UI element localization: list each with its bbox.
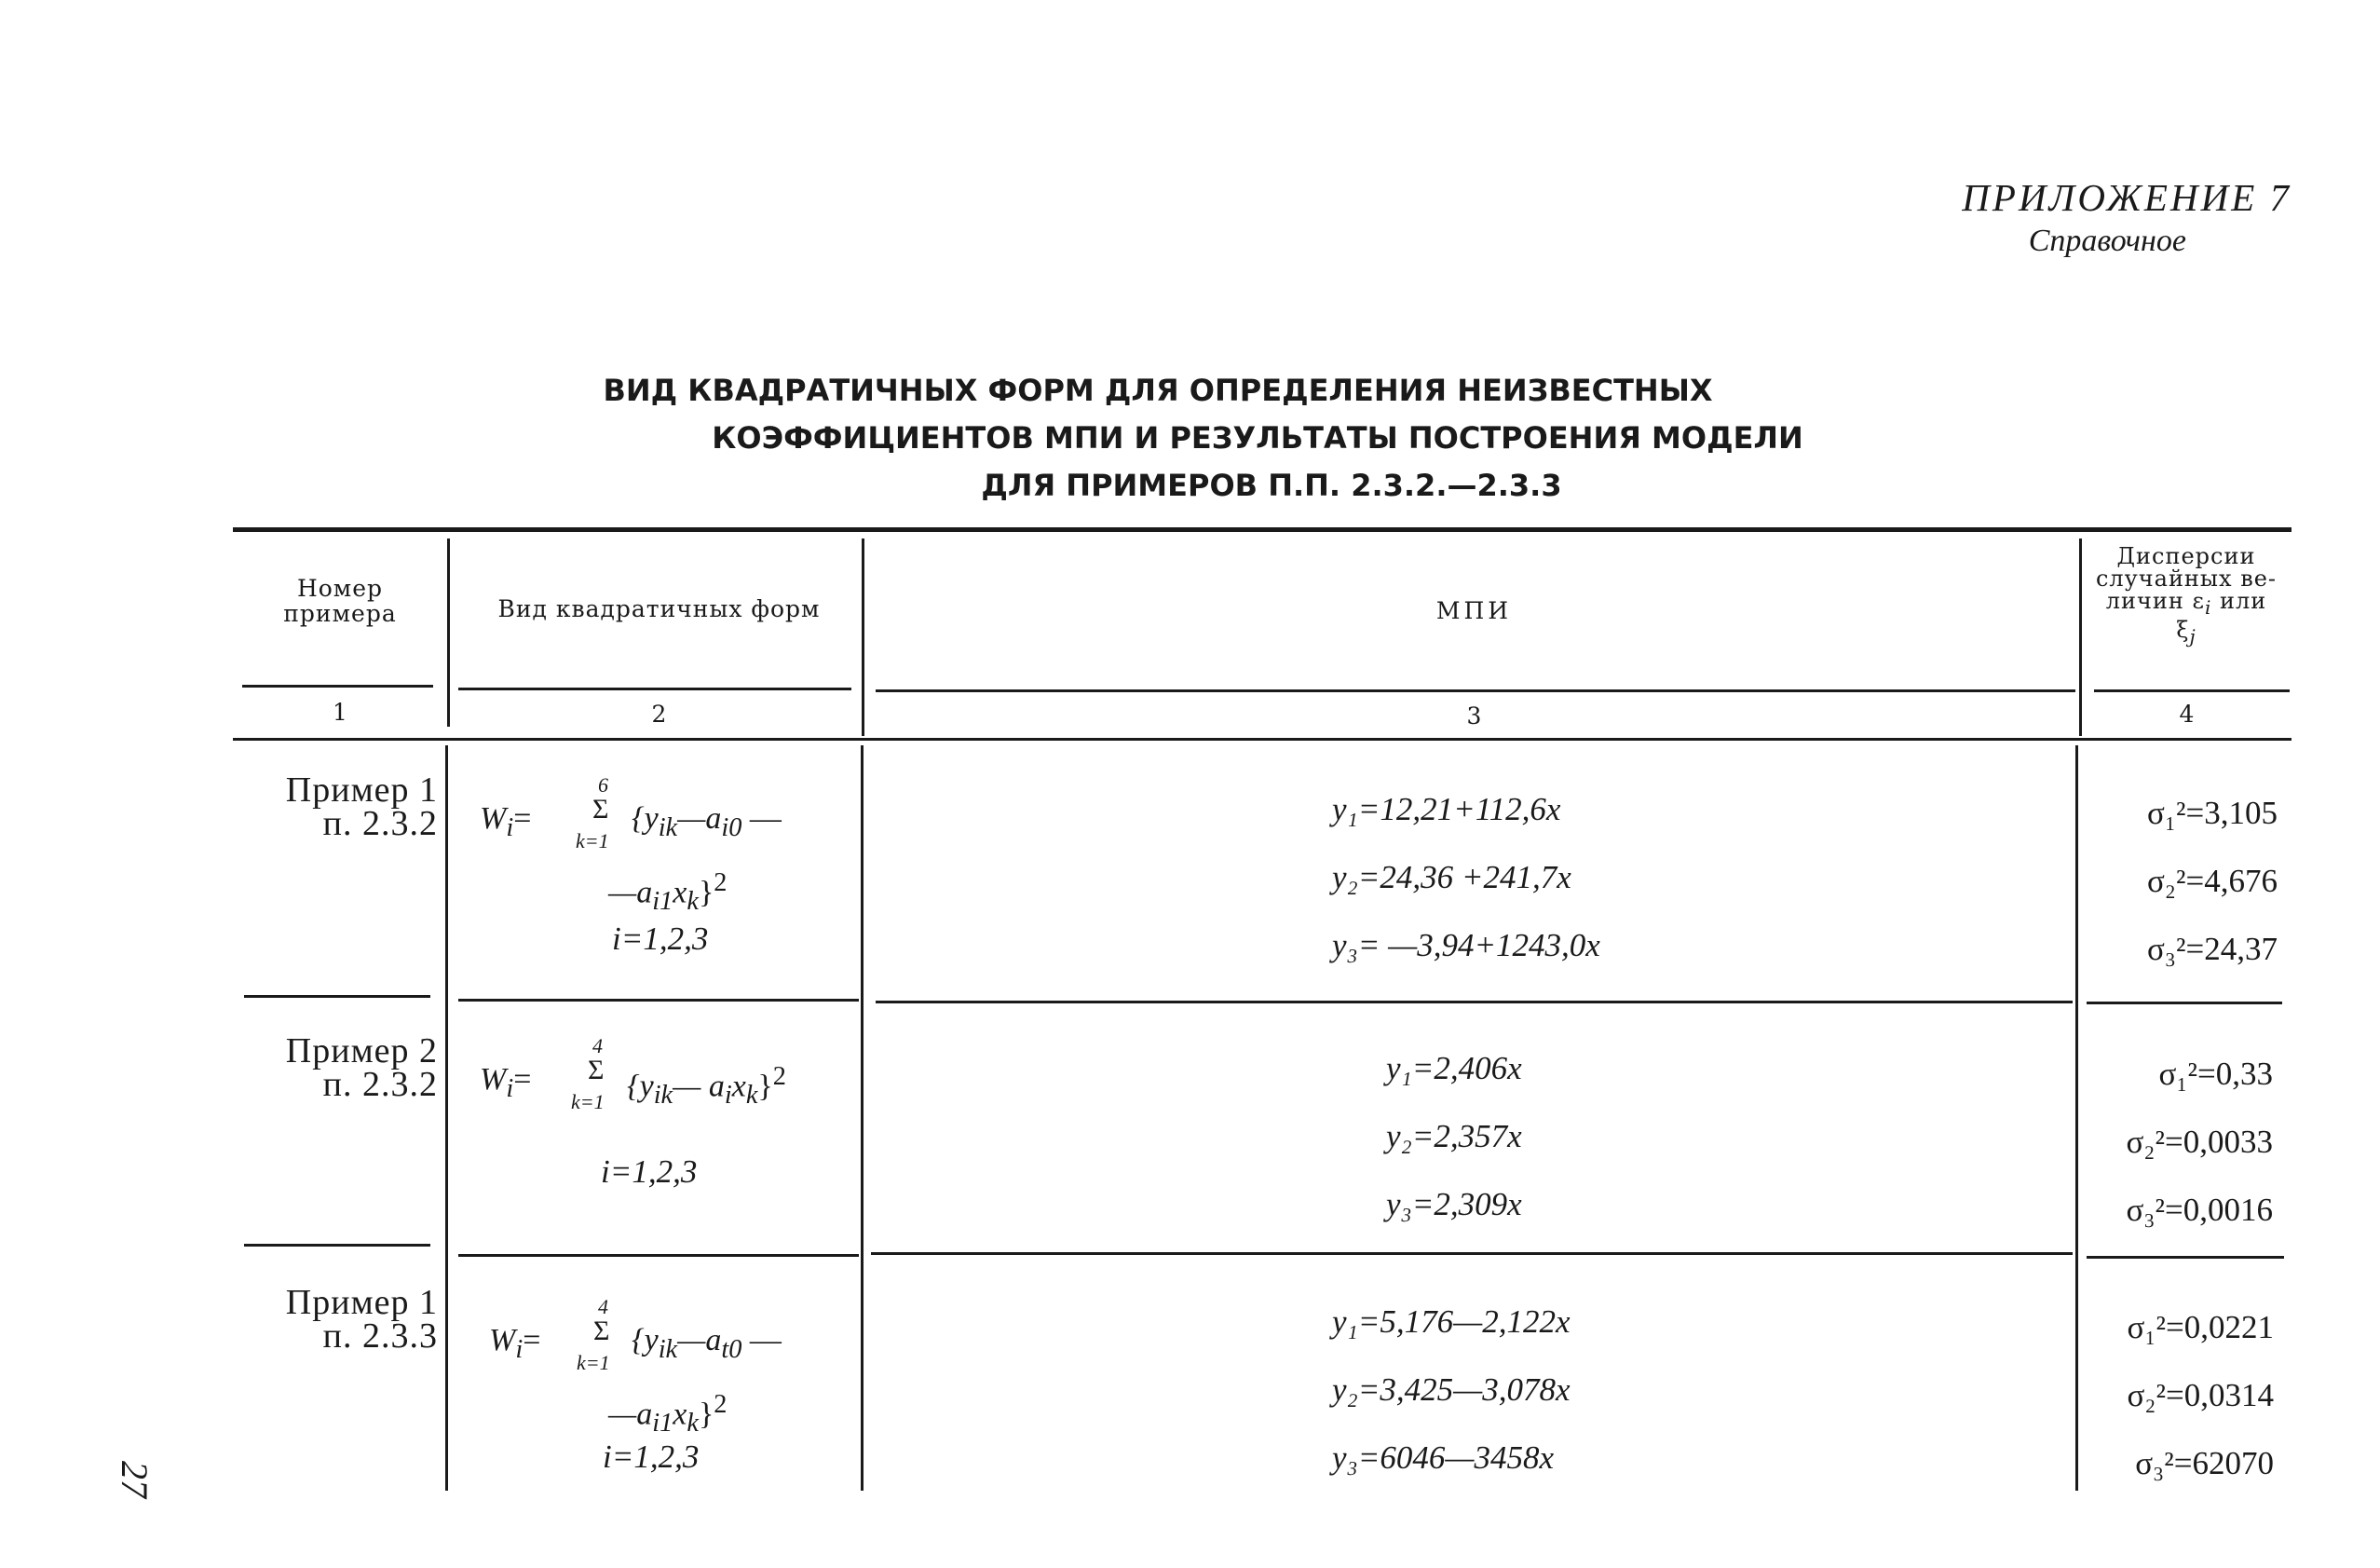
title-line-2: КОЭФФИЦИЕНТОВ МПИ И РЕЗУЛЬТАТЫ ПОСТРОЕНИЯ МОДЕЛИ — [712, 420, 1803, 456]
form-index-range: i=1,2,3 — [612, 920, 709, 957]
form-lhs: $W_i=$ — [489, 1323, 541, 1364]
form-line-1: {$y_{ik}—$ $a_ix_k\}^2$ — [627, 1062, 786, 1111]
document-title — [603, 367, 1872, 510]
header-variances-or: или — [2219, 588, 2267, 614]
table-row-2-models — [1386, 1034, 1522, 1238]
model-equation-1: y₁=5,176—2,122x — [1332, 1303, 1571, 1340]
example-section: п. 2.3.3 — [322, 1316, 438, 1356]
sum-symbol: Σ — [588, 1055, 605, 1085]
row-rule-2-col1 — [244, 1244, 430, 1247]
row-rule-1-col4 — [2087, 1002, 2282, 1004]
variance-3: σ₃²=0,0016 — [2126, 1192, 2273, 1228]
reference-label: Справочное — [2028, 224, 2186, 258]
header-example-number — [252, 576, 428, 626]
example-section: п. 2.3.2 — [322, 804, 438, 843]
title-line-3: ДЛЯ ПРИМЕРОВ П.П. 2.3.2.—2.3.3 — [981, 468, 1562, 503]
variance-1: σ₁²=3,105 — [2146, 795, 2278, 831]
example-name: Пример 2 — [285, 1031, 438, 1070]
model-equation-2: y₂=3,425—3,078x — [1332, 1371, 1571, 1408]
table-row-3-variances — [2083, 1293, 2274, 1497]
header-rule-col2 — [458, 688, 851, 690]
example-section: п. 2.3.2 — [322, 1065, 438, 1104]
header-variances-eps: личин ε — [2105, 588, 2205, 614]
column-number-rule — [233, 738, 2292, 741]
col-divider-2-header — [862, 539, 864, 736]
row-rule-1-col1 — [244, 995, 430, 998]
table-top-rule — [233, 527, 2292, 532]
sum-upper-limit: 4 — [598, 1295, 608, 1318]
row-rule-2-col4 — [2087, 1256, 2284, 1259]
column-number-1: 1 — [333, 699, 347, 726]
form-lhs: $W_i=$ — [480, 1062, 532, 1103]
sum-lower-limit: k=1 — [571, 1090, 605, 1113]
model-equation-3: y₃=2,309x — [1386, 1186, 1522, 1222]
col-divider-3 — [2075, 745, 2078, 1491]
model-equation-2: y₂=2,357x — [1386, 1118, 1522, 1154]
form-line-2: $—a_{i1}x_k\}^2$ — [608, 868, 728, 917]
header-example-number-line-2: примера — [283, 600, 397, 627]
header-rule-col1 — [242, 685, 433, 688]
sum-upper-limit: 4 — [592, 1034, 603, 1057]
column-number-4: 4 — [2179, 701, 2195, 728]
model-equation-2: y₂=24,36 +241,7x — [1332, 859, 1571, 895]
form-lhs: $W_i=$ — [480, 801, 532, 842]
header-rule-col4 — [2094, 689, 2290, 692]
header-mpi: МПИ — [1435, 597, 1513, 624]
sum-symbol: Σ — [593, 1316, 610, 1346]
model-equation-3: y₃=6046—3458x — [1332, 1439, 1554, 1476]
table-row-2-example — [214, 1031, 438, 1104]
table-row-3-models — [1332, 1288, 1570, 1492]
header-example-number-line-1: Номер — [296, 575, 384, 602]
row-rule-2-col3 — [871, 1252, 2073, 1255]
variance-3: σ₃²=62070 — [2135, 1445, 2274, 1481]
variance-2: σ₂²=4,676 — [2146, 863, 2278, 899]
form-line-2: $—a_{i1}x_k\}^2$ — [608, 1390, 728, 1438]
sum-symbol: Σ — [592, 794, 609, 825]
form-index-range: i=1,2,3 — [603, 1438, 700, 1475]
header-variances-line-1: Дисперсии — [2116, 543, 2256, 569]
form-index-range: i=1,2,3 — [601, 1153, 698, 1190]
row-rule-2-col2 — [458, 1254, 859, 1257]
header-variances-eps-sub: i — [2204, 595, 2212, 619]
sum-lower-limit: k=1 — [576, 829, 609, 852]
table-row-1-variances — [2087, 779, 2278, 983]
example-name: Пример 1 — [285, 1283, 438, 1322]
model-equation-1: y₁=2,406x — [1386, 1050, 1522, 1086]
column-number-2: 2 — [651, 701, 667, 728]
appendix-label: ПРИЛОЖЕНИЕ 7 — [1962, 176, 2292, 219]
header-variances — [2079, 545, 2293, 648]
header-quadratic-forms: Вид квадратичных форм — [497, 595, 821, 622]
form-line-1: {$y_{ik}—a_{t0}$ — — [632, 1323, 782, 1364]
col-divider-1 — [445, 745, 448, 1491]
variance-1: σ₁²=0,0221 — [2127, 1309, 2274, 1345]
table-row-3-example — [214, 1283, 438, 1356]
col-divider-1-header — [447, 539, 450, 727]
table-row-1-models — [1332, 775, 1600, 979]
sum-upper-limit: 6 — [598, 773, 608, 797]
title-line-1: ВИД КВАДРАТИЧНЫХ ФОРМ ДЛЯ ОПРЕДЕЛЕНИЯ НЕИЗВЕСТНЫХ — [603, 373, 1713, 408]
form-line-1: {$y_{ik}—a_{i0}$ — — [632, 801, 782, 842]
page-number: 27 — [114, 1461, 156, 1498]
header-variances-line-4 — [2079, 616, 2293, 648]
table-row-2-variances — [2087, 1040, 2273, 1244]
variance-2: σ₂²=0,0033 — [2126, 1124, 2273, 1160]
example-name: Пример 1 — [285, 770, 438, 810]
header-variances-xi-sub: j — [2189, 624, 2196, 648]
header-rule-col3 — [876, 689, 2075, 692]
sum-lower-limit: k=1 — [577, 1351, 610, 1374]
table-row-1-example — [214, 770, 438, 843]
header-variances-line-2: случайных ве- — [2095, 566, 2278, 592]
column-number-3: 3 — [1466, 702, 1482, 729]
row-rule-1-col2 — [458, 999, 859, 1002]
header-variances-line-3 — [2079, 590, 2293, 619]
header-variances-xi: ξ — [2176, 616, 2190, 643]
col-divider-2 — [861, 745, 864, 1491]
variance-1: σ₁²=0,33 — [2158, 1056, 2273, 1092]
variance-2: σ₂²=0,0314 — [2127, 1377, 2274, 1413]
model-equation-3: y₃= —3,94+1243,0x — [1332, 927, 1600, 963]
model-equation-1: y₁=12,21+112,6x — [1332, 791, 1561, 827]
row-rule-1-col3 — [876, 1001, 2073, 1003]
variance-3: σ₃²=24,37 — [2146, 931, 2278, 967]
